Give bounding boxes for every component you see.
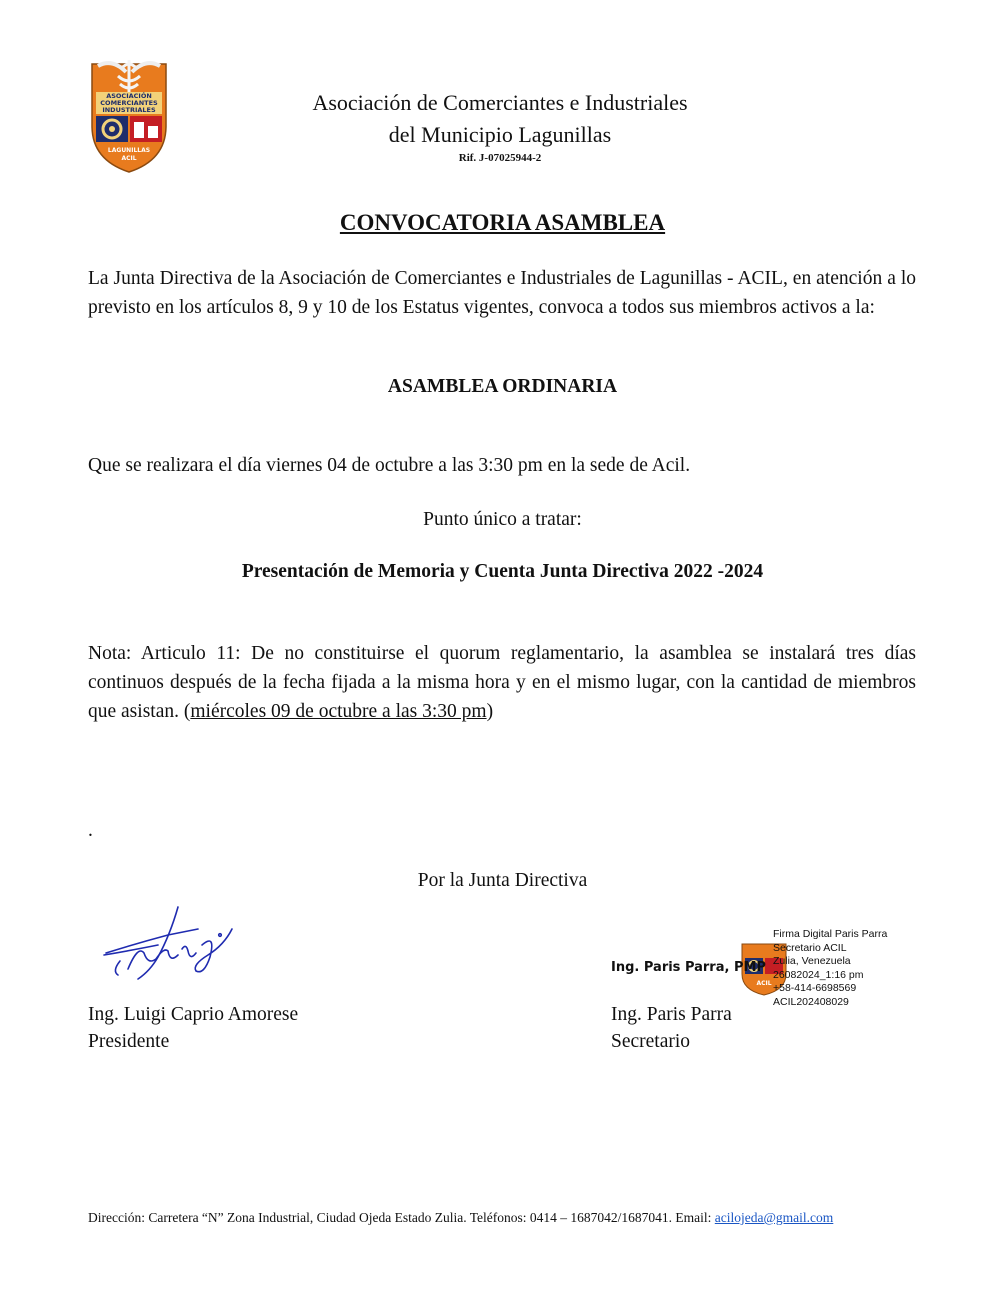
- note-alternate-date: miércoles 09 de octubre a las 3:30 pm: [190, 701, 487, 722]
- note-text: Nota: Articulo 11: De no constituirse el quorum reglamentario, la asamblea se instalará tres días continuos después de la fecha fijada a la misma hora y en el mismo lugar, con la cantidad de miembros que asistan. (: [88, 643, 916, 722]
- logo-bottom-text1: LAGUNILLAS: [107, 147, 151, 154]
- president-signature: [98, 905, 248, 985]
- signoff-line: Por la Junta Directiva: [417, 870, 588, 891]
- stamp-text: ACIL: [756, 980, 772, 987]
- note-paragraph: [88, 639, 916, 726]
- meeting-details: Que se realizara el día viernes 04 de octubre a las 3:30 pm en la sede de Acil.: [88, 455, 691, 476]
- footer-text: Dirección: Carretera “N” Zona Industrial, Ciudad Ojeda Estado Zulia. Teléfonos: 0414 – 1687042/1687041. Email:: [88, 1210, 715, 1225]
- stray-dot: .: [88, 820, 93, 841]
- logo-top-text: ASOCIACIÓN: [106, 92, 152, 100]
- intro-paragraph: La Junta Directiva de la Asociación de Comerciantes e Industriales de Lagunillas - ACIL, en atención a lo previsto en los artículos 8, 9 y 10 de los Estatus vigentes, convoca a todos sus miembros activos a la:: [88, 268, 916, 318]
- logo-bottom-text2: ACIL: [121, 155, 137, 162]
- secretary-name: Ing. Paris Parra: [611, 1004, 732, 1025]
- digital-line: +58-414-6698569: [773, 982, 857, 994]
- president-role: Presidente: [88, 1031, 170, 1052]
- secretary-block: [611, 1001, 732, 1055]
- footer-email-link[interactable]: acilojeda@gmail.com: [714, 1210, 834, 1225]
- digital-signature-details: [773, 928, 887, 1009]
- document-title: CONVOCATORIA ASAMBLEA: [339, 210, 666, 235]
- agenda-topic: Presentación de Memoria y Cuenta Junta Directiva 2022 -2024: [241, 561, 764, 582]
- secretary-role: Secretario: [611, 1031, 691, 1052]
- digital-line: Firma Digital Paris Parra: [773, 928, 888, 940]
- agenda-label: Punto único a tratar:: [423, 509, 582, 530]
- org-name-line1: Asociación de Comerciantes e Industriales: [312, 90, 688, 115]
- logo-mid-text2: INDUSTRIALES: [102, 106, 156, 114]
- digital-line: Zulia, Venezuela: [773, 955, 851, 967]
- secretary-signature-text: Ing. Paris Parra, PMP: [611, 960, 766, 975]
- note-close-paren: ): [486, 701, 494, 722]
- digital-line: 26082024_1:16 pm: [773, 968, 864, 981]
- acil-logo: [88, 56, 170, 174]
- footer-contact: [88, 1210, 833, 1226]
- rif-number: Rif. J-07025944-2: [458, 152, 542, 164]
- digital-line: Secretario ACIL: [773, 941, 847, 954]
- president-block: [88, 1001, 298, 1055]
- president-name: Ing. Luigi Caprio Amorese: [88, 1004, 299, 1025]
- logo-mid-text1: COMERCIANTES: [100, 99, 158, 107]
- org-name-line2: del Municipio Lagunillas: [388, 122, 612, 147]
- assembly-type-heading: ASAMBLEA ORDINARIA: [387, 376, 618, 397]
- digital-line: ACIL202408029: [773, 995, 849, 1008]
